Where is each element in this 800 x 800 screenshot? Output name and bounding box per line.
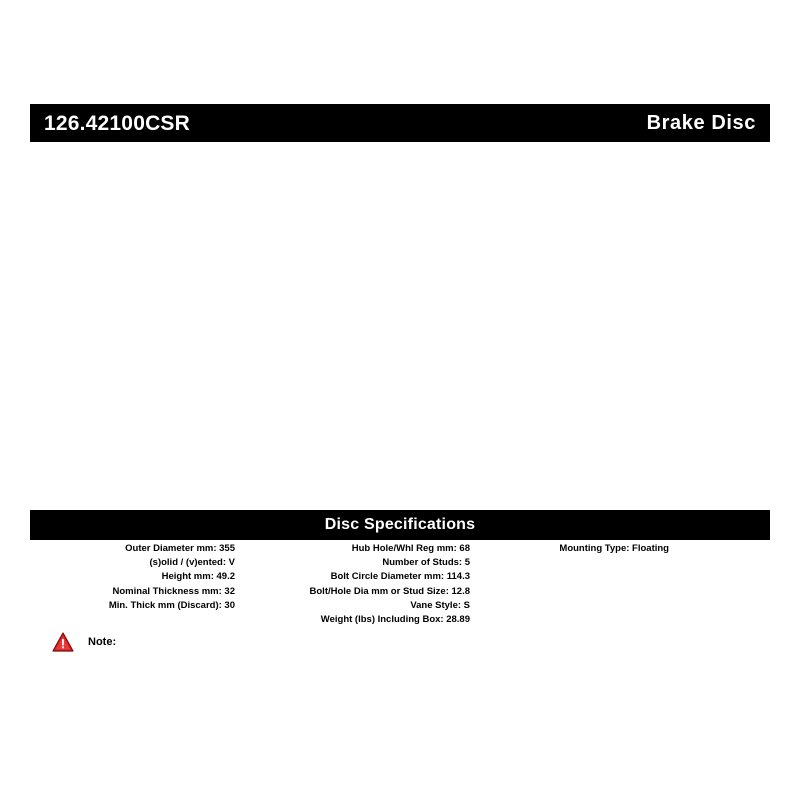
spec-column-1 xyxy=(30,542,240,613)
note-area xyxy=(52,632,120,652)
spec-row: Min. Thick mm (Discard): 30 xyxy=(108,599,235,611)
spec-row: Bolt/Hole Dia mm or Stud Size: 12.8 xyxy=(309,585,470,597)
product-type-label: Brake Disc xyxy=(646,112,756,134)
header-bar xyxy=(30,104,770,142)
spec-row: Nominal Thickness mm: 32 xyxy=(112,585,235,597)
spec-row: Outer Diameter mm: 355 xyxy=(125,543,235,554)
spec-row: Hub Hole/Whl Reg mm: 68 xyxy=(351,543,470,554)
spec-row: (s)olid / (v)ented: V xyxy=(149,557,235,569)
part-number: 126.42100CSR xyxy=(44,111,191,135)
spec-section-title: Disc Specifications xyxy=(324,516,476,533)
spec-column-2 xyxy=(240,542,475,627)
spec-columns xyxy=(30,542,770,627)
spec-row: Number of Studs: 5 xyxy=(382,557,470,569)
spec-row: Bolt Circle Diameter mm: 114.3 xyxy=(330,571,470,583)
spec-row: Height mm: 49.2 xyxy=(161,571,235,583)
spec-row: Weight (lbs) Including Box: 28.89 xyxy=(320,614,470,626)
spec-column-3 xyxy=(475,542,770,556)
note-label: Note: xyxy=(88,635,117,648)
spec-row: Vane Style: S xyxy=(410,599,470,611)
spec-section-title-bar xyxy=(30,510,770,540)
spec-row: Mounting Type: Floating xyxy=(559,543,669,554)
warning-triangle-icon xyxy=(52,632,74,652)
